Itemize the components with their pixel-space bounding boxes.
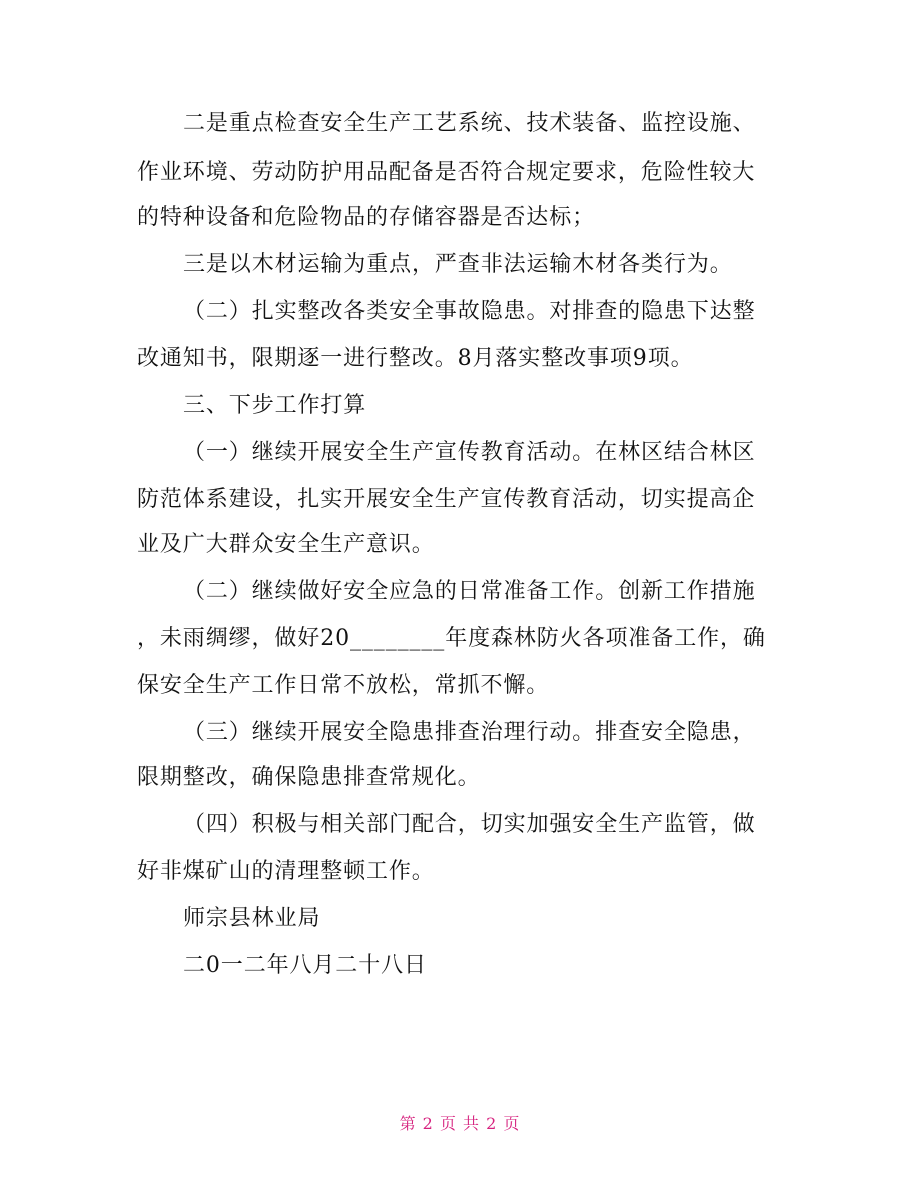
paragraph-line: 作业环境、劳动防护用品配备是否符合规定要求，危险性较大 — [137, 160, 756, 185]
signature-organization: 师宗县林业局 — [183, 906, 321, 931]
paragraph-line: ，未雨绸缪，做好20________年度森林防火各项准备工作，确 — [137, 626, 766, 651]
paragraph-line: （三）继续开展安全隐患排查治理行动。排查安全隐患， — [183, 720, 756, 745]
signature-date: 二0一二年八月二十八日 — [183, 953, 427, 978]
page-number-footer: 第 2 页 共 2 页 — [399, 1114, 521, 1133]
paragraph-line: 保安全生产工作日常不放松，常抓不懈。 — [137, 673, 550, 698]
paragraph-line: 三是以木材运输为重点，严查非法运输木材各类行为。 — [183, 252, 733, 277]
paragraph-line: 改通知书，限期逐一进行整改。8月落实整改事项9项。 — [137, 346, 694, 371]
paragraph-line: （二）扎实整改各类安全事故隐患。对排查的隐患下达整 — [183, 299, 756, 324]
paragraph-line: （四）积极与相关部门配合，切实加强安全生产监管，做 — [183, 812, 756, 837]
paragraph-line: 限期整改，确保隐患排查常规化。 — [137, 765, 481, 790]
paragraph-line: （一）继续开展安全生产宣传教育活动。在林区结合林区 — [183, 440, 756, 465]
paragraph-line: 的特种设备和危险物品的存储容器是否达标； — [137, 205, 596, 230]
paragraph-line: 防范体系建设，扎实开展安全生产宣传教育活动，切实提高企 — [137, 487, 756, 512]
section-heading: 三、下步工作打算 — [183, 393, 367, 418]
paragraph-line: 好非煤矿山的清理整顿工作。 — [137, 859, 435, 884]
paragraph-line: （二）继续做好安全应急的日常准备工作。创新工作措施 — [183, 579, 756, 604]
paragraph-line: 业及广大群众安全生产意识。 — [137, 532, 435, 557]
paragraph-line: 二是重点检查安全生产工艺系统、技术装备、监控设施、 — [183, 111, 756, 136]
